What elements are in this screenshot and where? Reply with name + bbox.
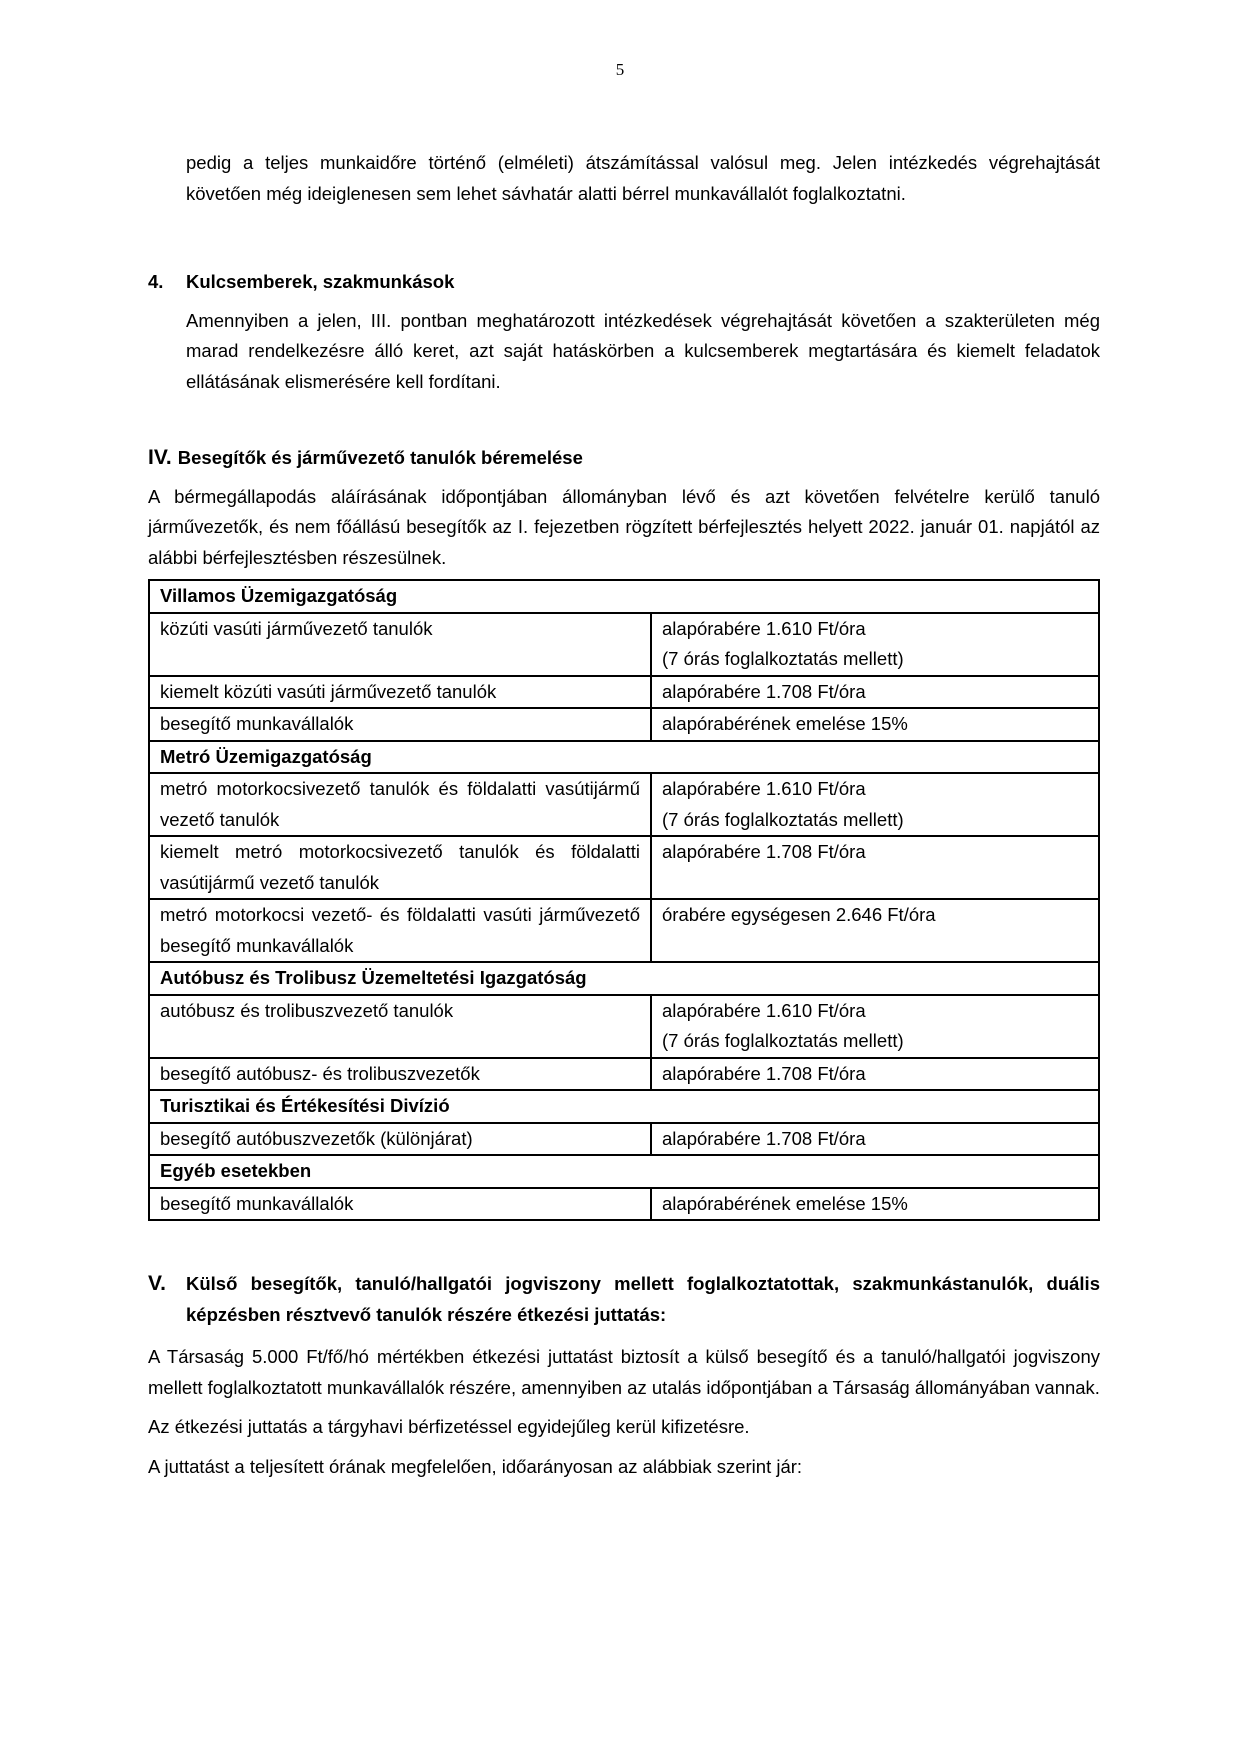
table-cell-role: metró motorkocsivezető tanulók és földalatti vasútijármű vezető tanulók bbox=[149, 773, 651, 836]
table-cell-rate bbox=[651, 1058, 1099, 1091]
table-cell-role: kiemelt közúti vasúti járművezető tanulók bbox=[149, 676, 651, 709]
table-cell-role: metró motorkocsi vezető- és földalatti vasúti járművezető besegítő munkavállalók bbox=[149, 899, 651, 962]
table-cell-rate bbox=[651, 708, 1099, 741]
table-cell-role: közúti vasúti járművezető tanulók bbox=[149, 613, 651, 676]
table-group-title: Turisztikai és Értékesítési Divízió bbox=[149, 1090, 1099, 1123]
section-IV-number: IV. bbox=[148, 446, 172, 469]
table-group-title: Egyéb esetekben bbox=[149, 1155, 1099, 1188]
rate-value: alapórabére 1.610 Ft/óra bbox=[662, 999, 866, 1021]
section-IV-heading bbox=[148, 443, 1100, 474]
page-number: 5 bbox=[615, 60, 625, 79]
table-cell-rate bbox=[651, 995, 1099, 1058]
section-IV-body: A bérmegállapodás aláírásának időpontjában állományban lévő és azt követően felvételre kerülő tanuló járművezetők, és nem főállású besegítők az I. fejezetben rögzített bérfejlesztés helyett 2022. január 01. napjától az alábbi bérfejlesztésben részesülnek. bbox=[148, 485, 1100, 568]
table-row bbox=[149, 613, 1099, 676]
rate-note: (7 órás foglalkoztatás mellett) bbox=[662, 1030, 904, 1051]
rate-value: alapórabére 1.610 Ft/óra bbox=[662, 778, 866, 799]
table-row bbox=[149, 995, 1099, 1058]
table-cell-rate bbox=[651, 899, 1099, 962]
section-4-number: 4. bbox=[148, 271, 164, 292]
table-row bbox=[149, 1058, 1099, 1091]
rate-value: alapórabére 1.610 Ft/óra bbox=[662, 617, 866, 639]
table-row bbox=[149, 708, 1099, 741]
table-cell-rate bbox=[651, 676, 1099, 709]
table-group-row bbox=[149, 580, 1099, 613]
table-group-title: Autóbusz és Trolibusz Üzemeltetési Igazgatóság bbox=[149, 962, 1099, 995]
wage-table bbox=[148, 579, 1100, 1221]
table-cell-rate bbox=[651, 836, 1099, 899]
section-V-number: V. bbox=[148, 1272, 166, 1295]
table-cell-rate bbox=[651, 773, 1099, 836]
table-group-title: Metró Üzemigazgatóság bbox=[149, 741, 1099, 774]
section-4-heading bbox=[148, 267, 1100, 298]
table-row bbox=[149, 836, 1099, 899]
rate-value: alapórabérének emelése 15% bbox=[662, 713, 908, 734]
rate-value: alapórabére 1.708 Ft/óra bbox=[662, 1062, 866, 1084]
section-4-title: Kulcsemberek, szakmunkások bbox=[186, 271, 455, 292]
table-cell-role: besegítő munkavállalók bbox=[149, 1188, 651, 1221]
section-V-title: Külső besegítők, tanuló/hallgatói jogviszony mellett foglalkoztatottak, szakmunkástanulók, duális képzésben résztvevő tanulók részére étkezési juttatás: bbox=[186, 1273, 1100, 1325]
rate-value: alapórabére 1.708 Ft/óra bbox=[662, 1127, 866, 1149]
table-cell-rate bbox=[651, 613, 1099, 676]
rate-value: alapórabére 1.708 Ft/óra bbox=[662, 841, 866, 862]
table-cell-role: besegítő munkavállalók bbox=[149, 708, 651, 741]
section-IV-title: Besegítők és járművezető tanulók béremelése bbox=[177, 447, 583, 468]
table-cell-role: besegítő autóbusz- és trolibuszvezetők bbox=[149, 1058, 651, 1091]
table-cell-rate bbox=[651, 1188, 1099, 1221]
table-cell-role: kiemelt metró motorkocsivezető tanulók és földalatti vasútijármű vezető tanulók bbox=[149, 836, 651, 899]
rate-value: órabére egységesen 2.646 Ft/óra bbox=[662, 904, 936, 925]
table-row bbox=[149, 676, 1099, 709]
table-row bbox=[149, 1123, 1099, 1156]
table-row bbox=[149, 773, 1099, 836]
table-row bbox=[149, 1188, 1099, 1221]
table-group-row bbox=[149, 1155, 1099, 1188]
table-cell-role: autóbusz és trolibuszvezető tanulók bbox=[149, 995, 651, 1058]
table-group-title: Villamos Üzemigazgatóság bbox=[149, 580, 1099, 613]
rate-note: (7 órás foglalkoztatás mellett) bbox=[662, 808, 904, 830]
section-V-paragraph-2: Az étkezési juttatás a tárgyhavi bérfizetéssel egyidejűleg kerül kifizetésre. bbox=[148, 1416, 750, 1437]
table-group-row bbox=[149, 741, 1099, 774]
section-V-paragraph-1: A Társaság 5.000 Ft/fő/hó mértékben étkezési juttatást biztosít a külső besegítő és a tanuló/hallgatói jogviszony mellett foglalkoztatott munkavállalók részére, amennyiben az utalás időpontjában a Társaság állományában vannak. bbox=[148, 1346, 1100, 1398]
table-cell-rate bbox=[651, 1123, 1099, 1156]
rate-value: alapórabérének emelése 15% bbox=[662, 1192, 908, 1214]
rate-value: alapórabére 1.708 Ft/óra bbox=[662, 680, 866, 702]
section-V-paragraph-3: A juttatást a teljesített órának megfelelően, időarányosan az alábbiak szerint jár: bbox=[148, 1455, 803, 1477]
table-group-row bbox=[149, 1090, 1099, 1123]
section-4-body: Amennyiben a jelen, III. pontban meghatározott intézkedések végrehajtását követően a szakterületen még marad rendelkezésre álló keret, azt saját hatáskörben a kulcsemberek megtartására és kiemelt feladatok ellátásának elismerésére kell fordítani. bbox=[186, 309, 1100, 392]
document-body bbox=[148, 148, 1100, 1482]
table-cell-role: besegítő autóbuszvezetők (különjárat) bbox=[149, 1123, 651, 1156]
intro-paragraph: pedig a teljes munkaidőre történő (elméleti) átszámítással valósul meg. Jelen intézkedés végrehajtását követően még ideiglenesen sem lehet sávhatár alatti bérrel munkavállalót foglalkoztatni. bbox=[186, 152, 1100, 204]
table-row bbox=[149, 899, 1099, 962]
table-group-row bbox=[149, 962, 1099, 995]
section-V-heading bbox=[148, 1269, 1100, 1330]
rate-note: (7 órás foglalkoztatás mellett) bbox=[662, 648, 904, 669]
